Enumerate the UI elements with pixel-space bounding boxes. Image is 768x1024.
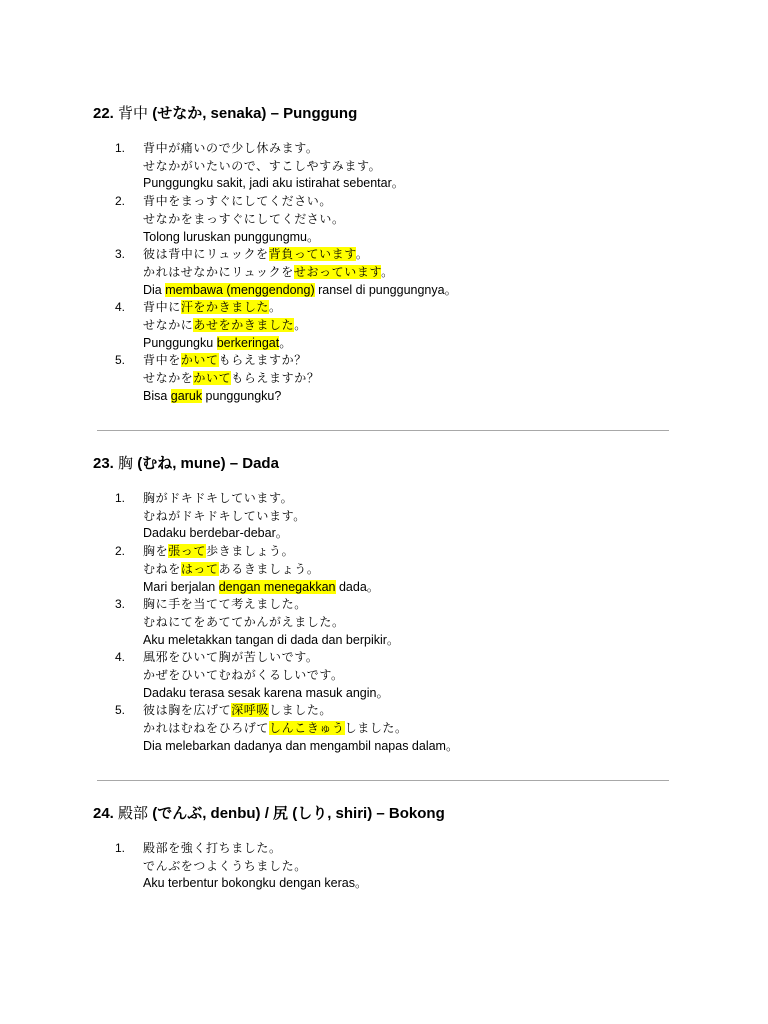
highlighted-term: 汗をかきました bbox=[180, 300, 270, 315]
section-23 bbox=[93, 454, 693, 753]
indonesian-translation bbox=[143, 282, 457, 300]
japanese-sentence bbox=[143, 702, 458, 720]
sentence-list bbox=[115, 840, 367, 893]
indonesian-translation bbox=[143, 335, 457, 353]
sentence-item bbox=[115, 490, 458, 543]
highlighted-term: membawa (menggendong) bbox=[165, 282, 315, 297]
section-heading bbox=[93, 104, 693, 124]
highlighted-term: berkeringat bbox=[216, 335, 280, 350]
text-segment: punggungku? bbox=[202, 388, 282, 403]
text-segment: Tolong luruskan punggungmu。 bbox=[143, 229, 320, 244]
text-segment: Punggungku bbox=[143, 335, 217, 350]
japanese-sentence bbox=[143, 299, 457, 317]
item-number: 5. bbox=[115, 703, 126, 718]
text-segment: 背中に bbox=[143, 300, 181, 315]
japanese-sentence bbox=[143, 140, 457, 158]
sentence-item bbox=[115, 299, 457, 352]
section-number: 22. bbox=[93, 105, 114, 122]
japanese-sentence bbox=[143, 352, 457, 370]
text-segment: Dadaku terasa sesak karena masuk angin。 bbox=[143, 685, 389, 700]
indonesian-translation bbox=[143, 229, 457, 247]
text-segment: せなかに bbox=[143, 318, 194, 333]
text-segment: 背中を bbox=[143, 353, 181, 368]
highlighted-term: 深呼吸 bbox=[231, 703, 270, 718]
highlighted-term: せおっています bbox=[293, 264, 382, 279]
section-divider bbox=[97, 430, 669, 431]
kana-reading bbox=[143, 211, 457, 229]
sentence-item bbox=[115, 246, 457, 299]
indonesian-translation bbox=[143, 632, 458, 650]
text-segment: 。 bbox=[294, 318, 307, 333]
section-close: ) – bbox=[261, 105, 284, 122]
indonesian-translation bbox=[143, 579, 458, 597]
highlighted-term: かいて bbox=[193, 371, 232, 386]
text-segment: 胸を bbox=[143, 544, 169, 559]
highlighted-term: はって bbox=[180, 561, 219, 576]
highlighted-term: garuk bbox=[170, 388, 203, 403]
section-kanji: 殿部 bbox=[118, 805, 149, 822]
text-segment: 彼は胸を広げて bbox=[143, 703, 232, 718]
highlighted-term: しんこきゅう bbox=[269, 721, 345, 736]
text-segment: せなかをまっすぐにしてください。 bbox=[143, 211, 345, 226]
text-segment: Dia melebarkan dadanya dan mengambil napas dalam。 bbox=[143, 738, 459, 753]
text-segment: せなかがいたいので、すこしやすみます。 bbox=[143, 158, 382, 173]
kana-reading bbox=[143, 858, 367, 876]
text-segment: あるきましょう。 bbox=[218, 561, 320, 576]
japanese-sentence bbox=[143, 490, 458, 508]
indonesian-translation bbox=[143, 388, 457, 406]
kana-reading bbox=[143, 508, 458, 526]
text-segment: 。 bbox=[355, 247, 369, 262]
item-number: 1. bbox=[115, 841, 126, 855]
indonesian-translation bbox=[143, 175, 457, 193]
item-number: 4. bbox=[115, 300, 126, 315]
japanese-sentence bbox=[143, 246, 457, 264]
text-segment: 胸に手を当てて考えました。 bbox=[143, 597, 307, 612]
text-segment: dada。 bbox=[335, 579, 380, 594]
sentence-item bbox=[115, 352, 457, 405]
text-segment: かれはせなかにリュックを bbox=[143, 264, 294, 279]
text-segment: もらえますか？ bbox=[231, 371, 320, 386]
japanese-sentence bbox=[143, 840, 367, 858]
sentence-item bbox=[115, 702, 458, 755]
section-romaji: denbu bbox=[210, 805, 256, 822]
kana-reading bbox=[143, 158, 457, 176]
text-segment: かぜをひいてむねがくるしいです。 bbox=[143, 668, 344, 683]
highlighted-term: dengan menegakkan bbox=[218, 579, 336, 594]
section-number: 23. bbox=[93, 455, 114, 472]
text-segment: せなかを bbox=[143, 371, 194, 386]
item-number: 2. bbox=[115, 194, 126, 209]
sentence-item bbox=[115, 649, 458, 702]
text-segment: ransel di punggungnya。 bbox=[314, 282, 458, 297]
text-segment: もらえますか？ bbox=[218, 353, 307, 368]
section-heading bbox=[93, 454, 693, 474]
japanese-sentence bbox=[143, 649, 458, 667]
text-segment: Bisa bbox=[143, 388, 171, 403]
section-heading bbox=[93, 804, 693, 824]
section-close: ) – bbox=[220, 455, 243, 472]
section-meaning: Dada bbox=[242, 455, 279, 472]
kana-reading bbox=[143, 667, 458, 685]
section-close: ) / 尻 (しり, shiri) – bbox=[255, 805, 389, 822]
item-number: 4. bbox=[115, 650, 126, 665]
sentence-item bbox=[115, 193, 457, 246]
section-romaji: mune bbox=[180, 455, 221, 472]
kana-reading bbox=[143, 720, 458, 738]
kana-reading bbox=[143, 614, 458, 632]
text-segment: しました。 bbox=[344, 721, 408, 736]
text-segment: 歩きましょう。 bbox=[206, 544, 295, 559]
indonesian-translation bbox=[143, 525, 458, 543]
item-number: 1. bbox=[115, 141, 126, 155]
kana-reading bbox=[143, 561, 458, 579]
section-romaji: senaka bbox=[210, 105, 262, 122]
sentence-list bbox=[115, 490, 458, 756]
sentence-item bbox=[115, 543, 458, 596]
text-segment: むねがドキドキしています。 bbox=[143, 508, 306, 523]
text-segment: しました。 bbox=[269, 703, 333, 718]
section-reading: (むね, bbox=[133, 455, 181, 472]
item-number: 2. bbox=[115, 544, 126, 559]
text-segment: Aku terbentur bokongku dengan keras。 bbox=[143, 876, 368, 891]
section-kanji: 背中 bbox=[118, 105, 149, 122]
item-number: 1. bbox=[115, 491, 126, 505]
sentence-item bbox=[115, 840, 367, 893]
text-segment: むねにてをあててかんがえました。 bbox=[143, 614, 345, 629]
text-segment: むねを bbox=[143, 561, 181, 576]
section-kanji: 胸 bbox=[118, 455, 134, 472]
text-segment: Punggungku sakit, jadi aku istirahat sebentar。 bbox=[143, 176, 405, 191]
section-reading: (せなか, bbox=[148, 105, 211, 122]
text-segment: 風邪をひいて胸が苦しいです。 bbox=[143, 650, 319, 665]
highlighted-term: かいて bbox=[180, 353, 219, 368]
text-segment: 胸がドキドキしています。 bbox=[143, 491, 294, 505]
sentence-item bbox=[115, 596, 458, 649]
item-number: 3. bbox=[115, 247, 126, 262]
section-22 bbox=[93, 104, 693, 403]
japanese-sentence bbox=[143, 543, 458, 561]
section-divider bbox=[97, 780, 669, 781]
text-segment: 。 bbox=[381, 264, 394, 279]
highlighted-term: あせをかきました bbox=[193, 318, 295, 333]
section-meaning: Bokong bbox=[388, 805, 445, 822]
text-segment: 殿部を強く打ちました。 bbox=[143, 841, 282, 855]
kana-reading bbox=[143, 264, 457, 282]
text-segment: 。 bbox=[269, 300, 282, 315]
text-segment: 背中が痛いので少し休みます。 bbox=[143, 141, 319, 155]
highlighted-term: 張って bbox=[168, 544, 207, 559]
text-segment: 。 bbox=[279, 335, 292, 350]
section-meaning: Punggung bbox=[283, 105, 358, 122]
section-24 bbox=[93, 804, 693, 891]
sentence-item bbox=[115, 140, 457, 193]
text-segment: Mari berjalan bbox=[143, 579, 219, 594]
item-number: 5. bbox=[115, 353, 126, 368]
text-segment: 彼は背中にリュックを bbox=[143, 247, 269, 262]
kana-reading bbox=[143, 317, 457, 335]
text-segment: Aku meletakkan tangan di dada dan berpikir。 bbox=[143, 632, 400, 647]
section-reading: (でんぶ, bbox=[148, 805, 211, 822]
highlighted-term: 背負っています bbox=[268, 247, 356, 262]
japanese-sentence bbox=[143, 193, 457, 211]
japanese-sentence bbox=[143, 596, 458, 614]
item-number: 3. bbox=[115, 597, 126, 612]
indonesian-translation bbox=[143, 875, 367, 893]
indonesian-translation bbox=[143, 738, 458, 756]
text-segment: Dia bbox=[143, 282, 166, 297]
text-segment: Dadaku berdebar-debar。 bbox=[143, 526, 289, 541]
kana-reading bbox=[143, 370, 457, 388]
text-segment: でんぶをつよくうちました。 bbox=[143, 858, 307, 873]
section-number: 24. bbox=[93, 805, 114, 822]
text-segment: かれはむねをひろげて bbox=[143, 721, 270, 736]
indonesian-translation bbox=[143, 685, 458, 703]
sentence-list bbox=[115, 140, 457, 406]
text-segment: 背中をまっすぐにしてください。 bbox=[143, 194, 333, 209]
